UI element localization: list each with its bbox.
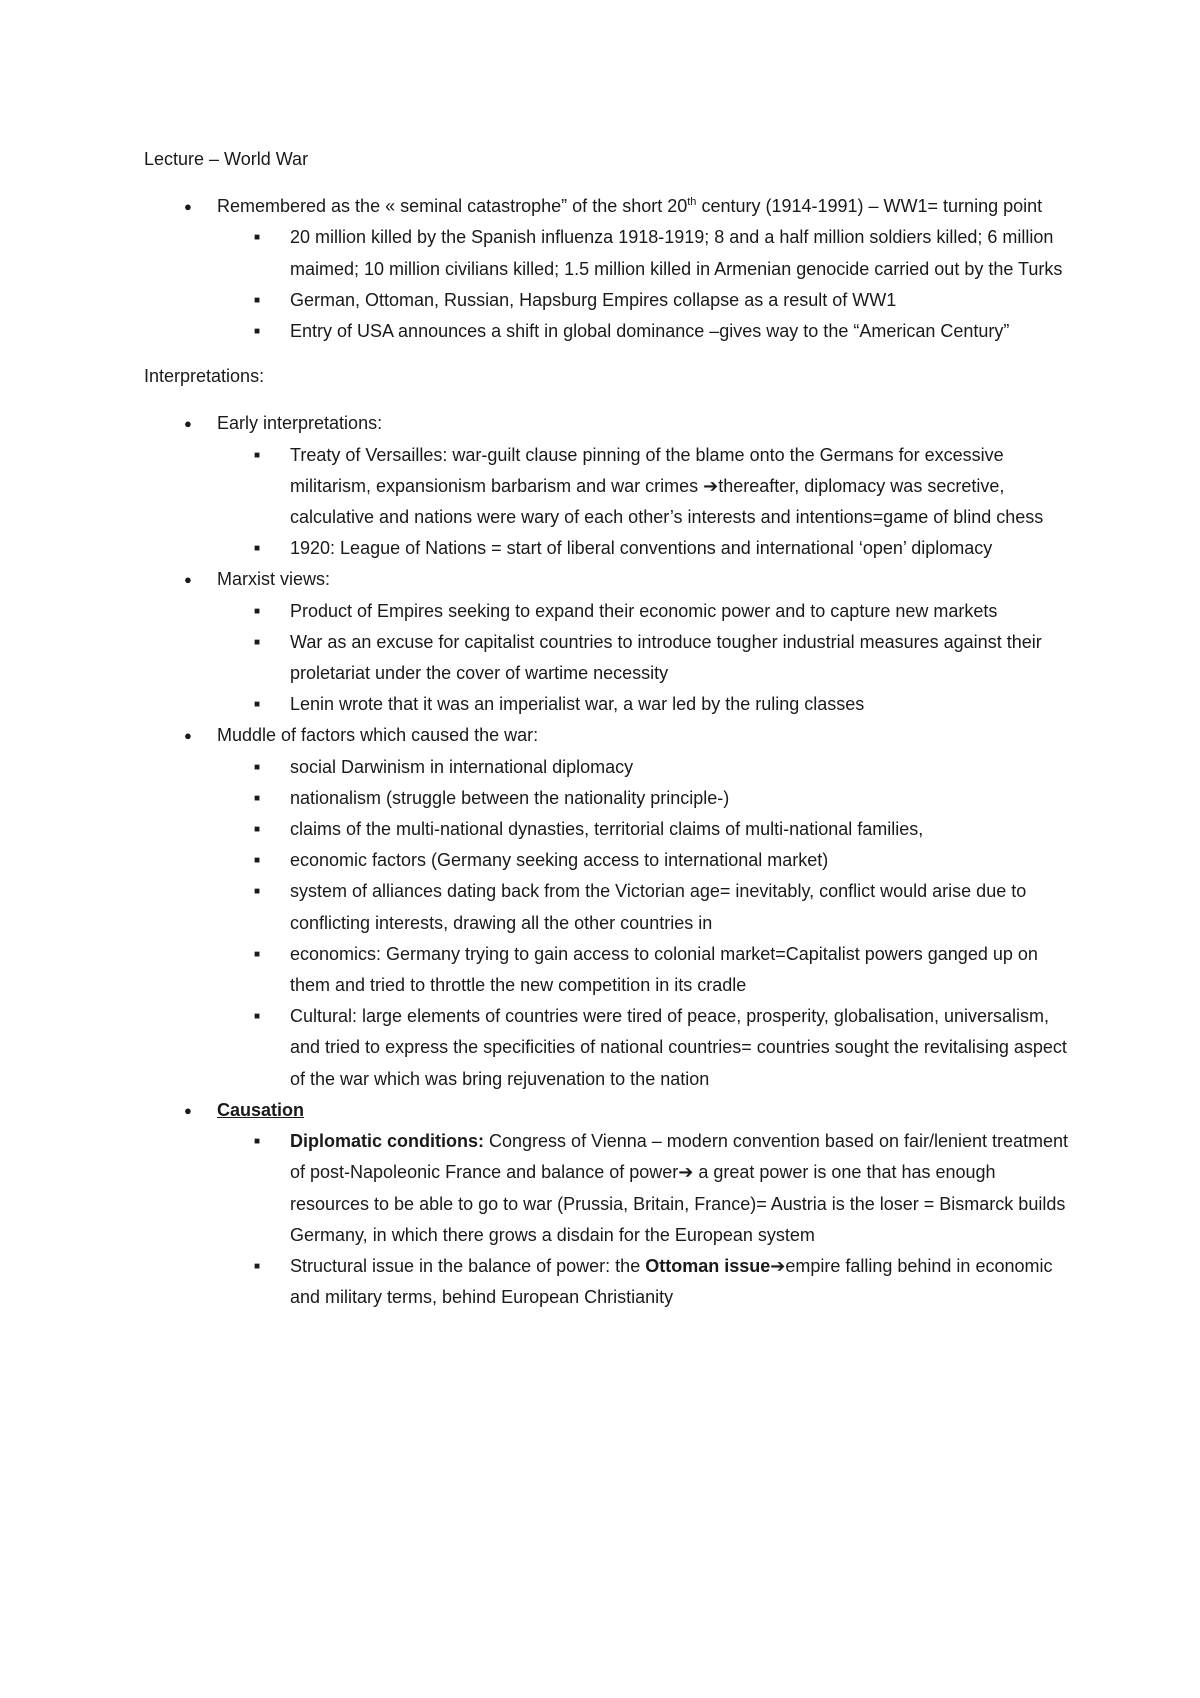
bullet-square-icon: ■ [254, 886, 261, 898]
list-item-label: Marxist views: [217, 569, 331, 590]
list-item-text: economics: Germany trying to gain access to colonial market=Capitalist powers ganged up on them and tried to throttle the new competition in its cradle [290, 943, 1038, 996]
list-item-text: Congress of Vienna – modern convention based on fair/lenient treatment of post-Napoleonic France and balance of power [290, 1131, 1069, 1183]
list-item-label: Muddle of factors which caused the war: [217, 725, 539, 746]
list-item-text: nationalism (struggle between the nationality principle-) [290, 787, 730, 808]
bullet-square-icon: ■ [254, 232, 261, 244]
bullet-square-icon: ■ [254, 543, 261, 555]
bullet-square-icon: ■ [254, 636, 261, 648]
list-item [217, 440, 1074, 534]
marxist-sublist [217, 596, 1074, 721]
bullet-square-icon: ■ [254, 824, 261, 836]
list-item-text: Entry of USA announces a shift in global dominance –gives way to the “American Century” [290, 321, 1010, 342]
bullet-square-icon: ■ [254, 605, 261, 617]
document-body [144, 144, 1074, 1313]
bold-term: Diplomatic conditions: [290, 1131, 485, 1152]
bullet-square-icon: ■ [254, 792, 261, 804]
page-title: Lecture – World War [144, 149, 309, 169]
bullet-dot-icon: ● [184, 572, 192, 588]
list-item [217, 285, 1074, 316]
bullet-dot-icon: ● [184, 728, 192, 744]
list-item [217, 845, 1074, 876]
bullet-square-icon: ■ [254, 1260, 261, 1272]
list-item [217, 627, 1074, 689]
list-item-text: German, Ottoman, Russian, Hapsburg Empires collapse as a result of WW1 [290, 289, 897, 310]
list-item [217, 1251, 1074, 1313]
bullet-dot-icon: ● [184, 1102, 192, 1118]
list-item-text: 1920: League of Nations = start of liberal conventions and international ‘open’ diplomacy [290, 538, 993, 559]
interpretations-list [144, 408, 1074, 1313]
bullet-square-icon: ■ [254, 326, 261, 338]
bullet-square-icon: ■ [254, 948, 261, 960]
list-item-text: claims of the multi-national dynasties, territorial claims of multi-national families, [290, 819, 924, 840]
bullet-square-icon: ■ [254, 1011, 261, 1023]
list-item-text: system of alliances dating back from the Victorian age= inevitably, conflict would arise due to conflicting interests, drawing all the other countries in [290, 881, 1027, 933]
list-item-text: Lenin wrote that it was an imperialist war, a war led by the ruling classes [290, 694, 865, 715]
list-item [144, 720, 1074, 1094]
muddle-sublist [217, 752, 1074, 1095]
list-item-text: Structural issue in the balance of power: the [290, 1255, 646, 1276]
bullet-square-icon: ■ [254, 294, 261, 306]
bullet-square-icon: ■ [254, 449, 261, 461]
list-item [217, 814, 1074, 845]
list-item-label: Early interpretations: [217, 413, 383, 434]
bullet-dot-icon: ● [184, 416, 192, 432]
list-item [217, 752, 1074, 783]
causation-sublist [217, 1126, 1074, 1313]
list-item-label-causation: Causation [217, 1099, 305, 1120]
intro-text-pre: Remembered as the « seminal catastrophe” of the short 20 [217, 196, 688, 217]
list-item-text: thereafter, diplomacy was secretive, calculative and nations were wary of each other’s interests and intentions=game of blind chess [290, 475, 1044, 528]
list-item-text: War as an excuse for capitalist countries to introduce tougher industrial measures against their proletariat under the cover of wartime necessity [290, 631, 1042, 684]
bold-term: Ottoman issue [645, 1255, 771, 1276]
list-item-text: empire falling behind in economic and military terms, behind European Christianity [290, 1255, 1053, 1308]
bullet-square-icon: ■ [254, 761, 261, 773]
list-item [217, 596, 1074, 627]
list-item-text: economic factors (Germany seeking access to international market) [290, 850, 829, 871]
list-item [144, 564, 1074, 720]
list-item [144, 1095, 1074, 1313]
list-item [217, 1001, 1074, 1095]
list-item [217, 1126, 1074, 1251]
list-item [144, 408, 1074, 564]
intro-sublist [217, 222, 1074, 347]
intro-list [144, 191, 1074, 347]
list-item-text: social Darwinism in international diplomacy [290, 756, 634, 777]
list-item-text: Product of Empires seeking to expand their economic power and to capture new markets [290, 600, 998, 621]
early-sublist [217, 440, 1074, 565]
list-item [217, 876, 1074, 938]
bullet-square-icon: ■ [254, 699, 261, 711]
list-item-text: 20 million killed by the Spanish influenza 1918-1919; 8 and a half million soldiers killed; 6 million maimed; 10 million civilians killed; 1.5 million killed in Armenian genocide carried out by the Turks [290, 227, 1063, 279]
bullet-square-icon: ■ [254, 855, 261, 867]
list-item [217, 689, 1074, 720]
list-item [217, 222, 1074, 284]
list-item [144, 191, 1074, 347]
superscript: th [687, 196, 697, 209]
list-item [217, 939, 1074, 1001]
bullet-dot-icon: ● [184, 199, 192, 215]
list-item [217, 783, 1074, 814]
section-heading-interpretations: Interpretations: [144, 366, 265, 387]
arrow-right-icon: ➔ [678, 1162, 694, 1183]
bullet-square-icon: ■ [254, 1136, 261, 1148]
list-item [217, 316, 1074, 347]
list-item-text: Treaty of Versailles: war-guilt clause pinning of the blame onto the Germans for excessive militarism, expansionism barbarism and war crimes [290, 444, 1004, 496]
list-item [217, 533, 1074, 564]
list-item-text: a great power is one that has enough resources to be able to go to war (Prussia, Britain, France)= Austria is the loser = Bismarck builds Germany, in which there grows a disdain for the European system [290, 1162, 1066, 1245]
intro-text-post: century (1914-1991) – WW1= turning point [696, 196, 1043, 217]
list-item-text: Cultural: large elements of countries were tired of peace, prosperity, globalisation, universalism, and tried to express the specificities of national countries= countries sought the revitalising aspect of the war which was bring rejuvenation to the nation [290, 1006, 1067, 1089]
arrow-right-icon: ➔ [703, 475, 719, 496]
arrow-right-icon: ➔ [770, 1255, 786, 1276]
